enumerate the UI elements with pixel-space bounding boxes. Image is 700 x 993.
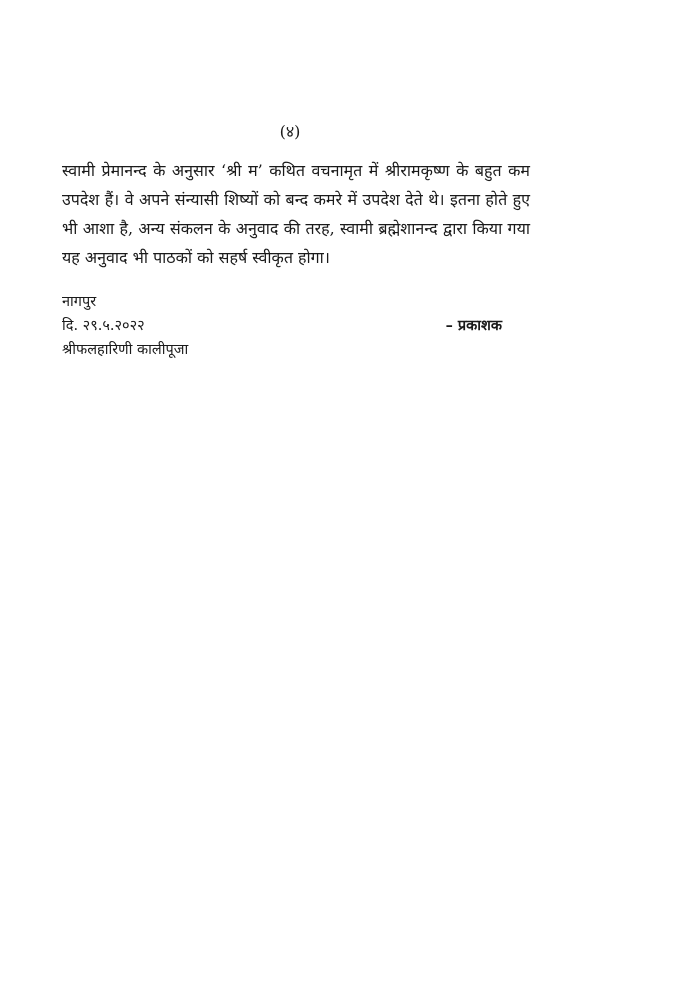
publisher-signature: – प्रकाशक bbox=[445, 317, 502, 334]
footer-occasion: श्रीफलहारिणी कालीपूजा bbox=[62, 342, 189, 358]
footer-date: दि. २९.५.२०२२ bbox=[62, 318, 145, 334]
footer-date-row bbox=[62, 314, 530, 338]
page-number: (४) bbox=[279, 122, 301, 141]
body-paragraph: स्वामी प्रेमानन्द के अनुसार ‘श्री म’ कथित वचनामृत में श्रीरामकृष्ण के बहुत कम उपदेश हैं। वे अपने संन्यासी शिष्यों को बन्द कमरे में उपदेश देते थे। इतना होते हुए भी आशा है, अन्य संकलन के अनुवाद की तरह, स्वामी ब्रह्मेशानन्द द्वारा किया गया यह अनुवाद भी पाठकों को सहर्ष स्वीकृत होगा। bbox=[62, 161, 530, 267]
footer-block bbox=[62, 290, 530, 362]
footer-place: नागपुर bbox=[62, 294, 97, 310]
